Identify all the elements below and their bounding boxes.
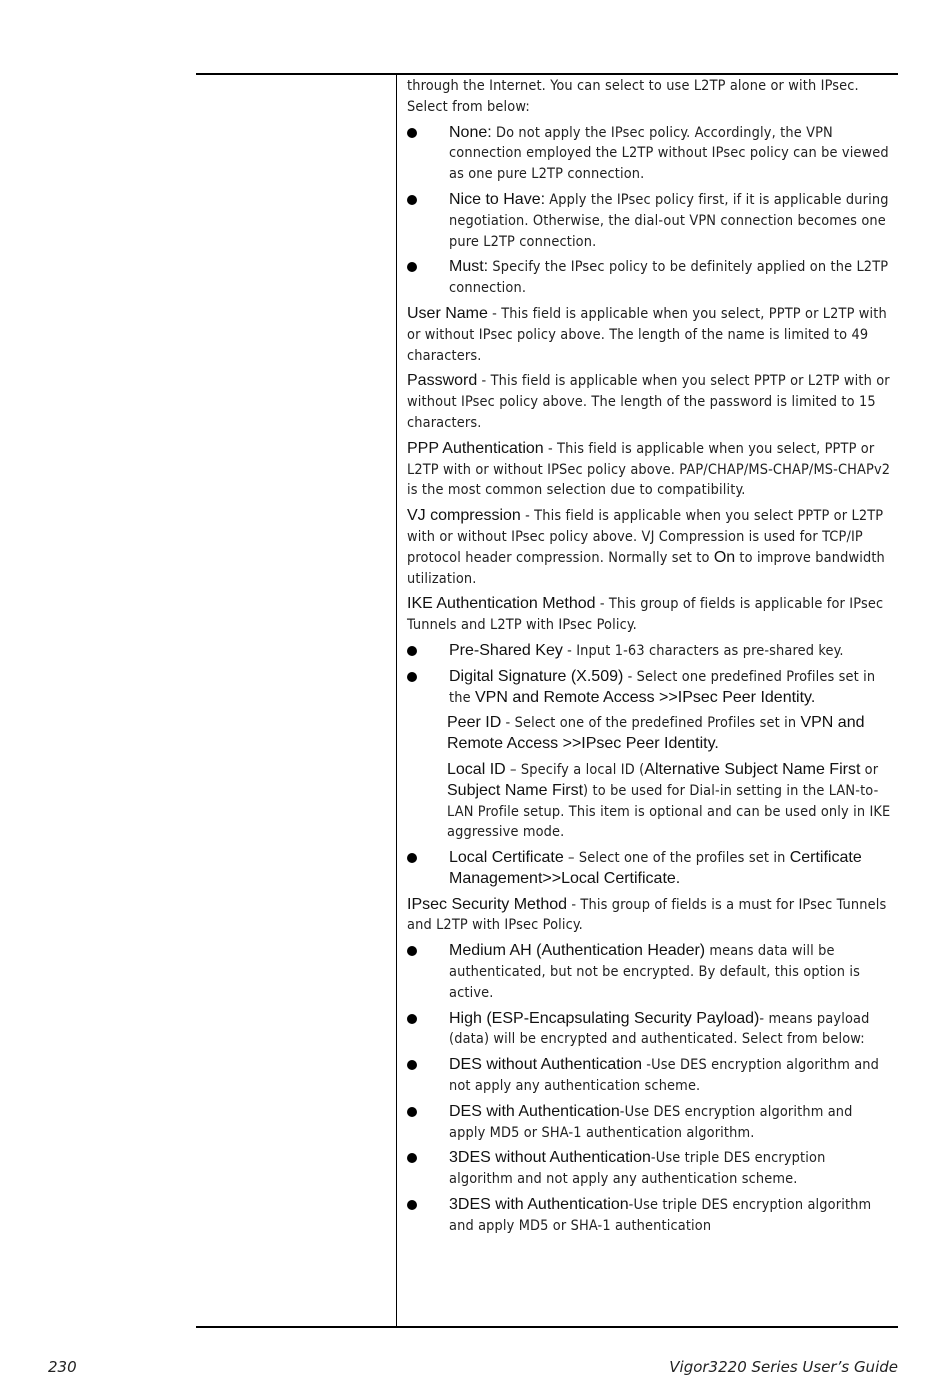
ds-title: Digital Signature (X.509) (449, 667, 624, 685)
ds-text: - Select one predefined Profiles set in the (449, 668, 876, 706)
bottom-rule (196, 1326, 898, 1328)
local-title: Local ID (447, 760, 506, 778)
bullet-icon (407, 1200, 417, 1210)
intro-text: through the Internet. You can select to use L2TP alone or with IPsec. Select from below: (407, 78, 859, 115)
field-text: - This field is applicable when you select PPTP or L2TP with or without IPsec policy above. VJ Compression is used for TCP/IP protocol header compression. Normally set to (407, 508, 884, 566)
bullet-icon (407, 1107, 417, 1117)
security-medium-ah (407, 941, 893, 1003)
field-password (407, 371, 893, 433)
bullet-icon (407, 262, 417, 272)
security-high-esp (407, 1009, 893, 1051)
bullet-icon (407, 128, 417, 138)
option-must (407, 257, 893, 299)
page-number: 230 (48, 1358, 77, 1376)
option-none (407, 123, 893, 185)
field-title: VJ compression (407, 507, 521, 525)
security-item-title: DES with Authentication (449, 1102, 620, 1120)
security-item-title: Medium AH (Authentication Header) (449, 942, 706, 960)
bullet-icon (407, 195, 417, 205)
ike-text: - This group of fields is applicable for IPsec Tunnels and L2TP with IPsec Policy. (407, 596, 884, 634)
security-item-title: 3DES without Authentication (449, 1149, 651, 1167)
field-title: PPP Authentication (407, 439, 544, 457)
lc-path: Certificate Management>>Local Certificate. (449, 849, 862, 887)
ike-local-certificate (407, 848, 893, 890)
local-option-1: Alternative Subject Name First (644, 760, 861, 778)
ike-local-id (407, 760, 893, 843)
security-des-without-auth (407, 1055, 893, 1097)
field-text: - This field is applicable when you select, PPTP or L2TP with or without IPsec policy above. The length of the name is limited to 49 characters. (407, 305, 887, 364)
option-title: None: (449, 123, 492, 141)
ipsec-security-method (407, 895, 893, 937)
ike-title: IKE Authentication Method (407, 595, 596, 613)
security-item-title: 3DES with Authentication (449, 1196, 629, 1214)
bullet-icon (407, 853, 417, 863)
security-item-text: -Use DES encryption algorithm and not apply any authentication scheme. (449, 1057, 880, 1095)
bullet-icon (407, 946, 417, 956)
security-3des-without-auth (407, 1148, 893, 1190)
option-nice-to-have (407, 190, 893, 252)
security-item-title: High (ESP-Encapsulating Security Payload) (449, 1009, 760, 1027)
security-item-text: means data will be authenticated, but not be encrypted. By default, this option is active. (449, 943, 861, 1001)
option-text: Specify the IPsec policy to be definitely applied on the L2TP connection. (449, 259, 889, 297)
ike-pre-shared-key (407, 641, 893, 662)
bullet-icon (407, 1014, 417, 1024)
ike-peer-id (407, 713, 893, 755)
ike-authentication-method (407, 594, 893, 636)
field-title: Password (407, 372, 478, 390)
field-ppp-authentication (407, 439, 893, 501)
field-text: - This field is applicable when you select PPTP or L2TP with or without IPsec policy above. The length of the password is limited to 15 characters. (407, 373, 890, 431)
local-tail: ) to be used for Dial-in setting in the LAN-to-LAN Profile setup. This item is optional and can be used only in IKE aggressive mode. (447, 782, 891, 841)
ike-digital-signature (407, 667, 893, 709)
psk-text: - Input 1-63 characters as pre-shared key. (562, 642, 844, 659)
security-item-text: - means payload (data) will be encrypted and authenticated. Select from below: (449, 1010, 870, 1048)
bullet-icon (407, 1153, 417, 1163)
security-3des-with-auth (407, 1195, 893, 1237)
bullet-icon (407, 1060, 417, 1070)
option-text: Apply the IPsec policy first, if it is applicable during negotiation. Otherwise, the dial-out VPN connection becomes one pure L2TP connection. (449, 191, 889, 250)
bullet-icon (407, 646, 417, 656)
security-text: - This group of fields is a must for IPsec Tunnels and L2TP with IPsec Policy. (407, 896, 887, 934)
peer-text: - Select one of the predefined Profiles set in (501, 715, 801, 732)
security-des-with-auth (407, 1102, 893, 1144)
ds-path: VPN and Remote Access >>IPsec Peer Identity. (474, 688, 816, 706)
option-text: Do not apply the IPsec policy. Accordingly, the VPN connection employed the L2TP without IPsec policy can be viewed as one pure L2TP connection. (449, 124, 889, 183)
peer-title: Peer ID (447, 714, 502, 732)
lc-title: Local Certificate (449, 849, 564, 867)
peer-path: VPN and Remote Access >>IPsec Peer Identity. (447, 714, 865, 753)
column-divider (396, 74, 397, 1327)
bullet-icon (407, 672, 417, 682)
description-column (407, 76, 893, 1242)
local-mid: or (860, 761, 879, 778)
top-rule (196, 73, 898, 75)
field-emphasis: On (713, 548, 736, 566)
psk-title: Pre-Shared Key (449, 641, 563, 659)
option-title: Nice to Have: (449, 190, 546, 208)
field-user-name (407, 304, 893, 366)
local-text: – Specify a local ID ( (505, 761, 645, 778)
field-tail: to improve bandwidth utilization. (407, 549, 885, 587)
security-title: IPsec Security Method (407, 895, 568, 913)
field-vj-compression (407, 506, 893, 589)
field-title: User Name (407, 304, 488, 322)
local-option-2: Subject Name First (447, 781, 584, 799)
lc-text: – Select one of the profiles set in (563, 850, 790, 867)
security-item-text: -Use triple DES encryption algorithm and not apply any authentication scheme. (449, 1150, 826, 1188)
security-item-title: DES without Authentication (449, 1056, 643, 1074)
security-item-text: -Use triple DES encryption algorithm and apply MD5 or SHA-1 authentication (449, 1197, 872, 1234)
field-text: - This field is applicable when you select, PPTP or L2TP with or without IPSec policy above. PAP/CHAP/MS-CHAP/MS-CHAPv2 is the most common selection due to compatibility. (407, 440, 891, 499)
security-item-text: -Use DES encryption algorithm and apply MD5 or SHA-1 authentication algorithm. (449, 1103, 853, 1141)
option-title: Must: (449, 258, 489, 276)
guide-title: Vigor3220 Series User’s Guide (669, 1358, 898, 1376)
